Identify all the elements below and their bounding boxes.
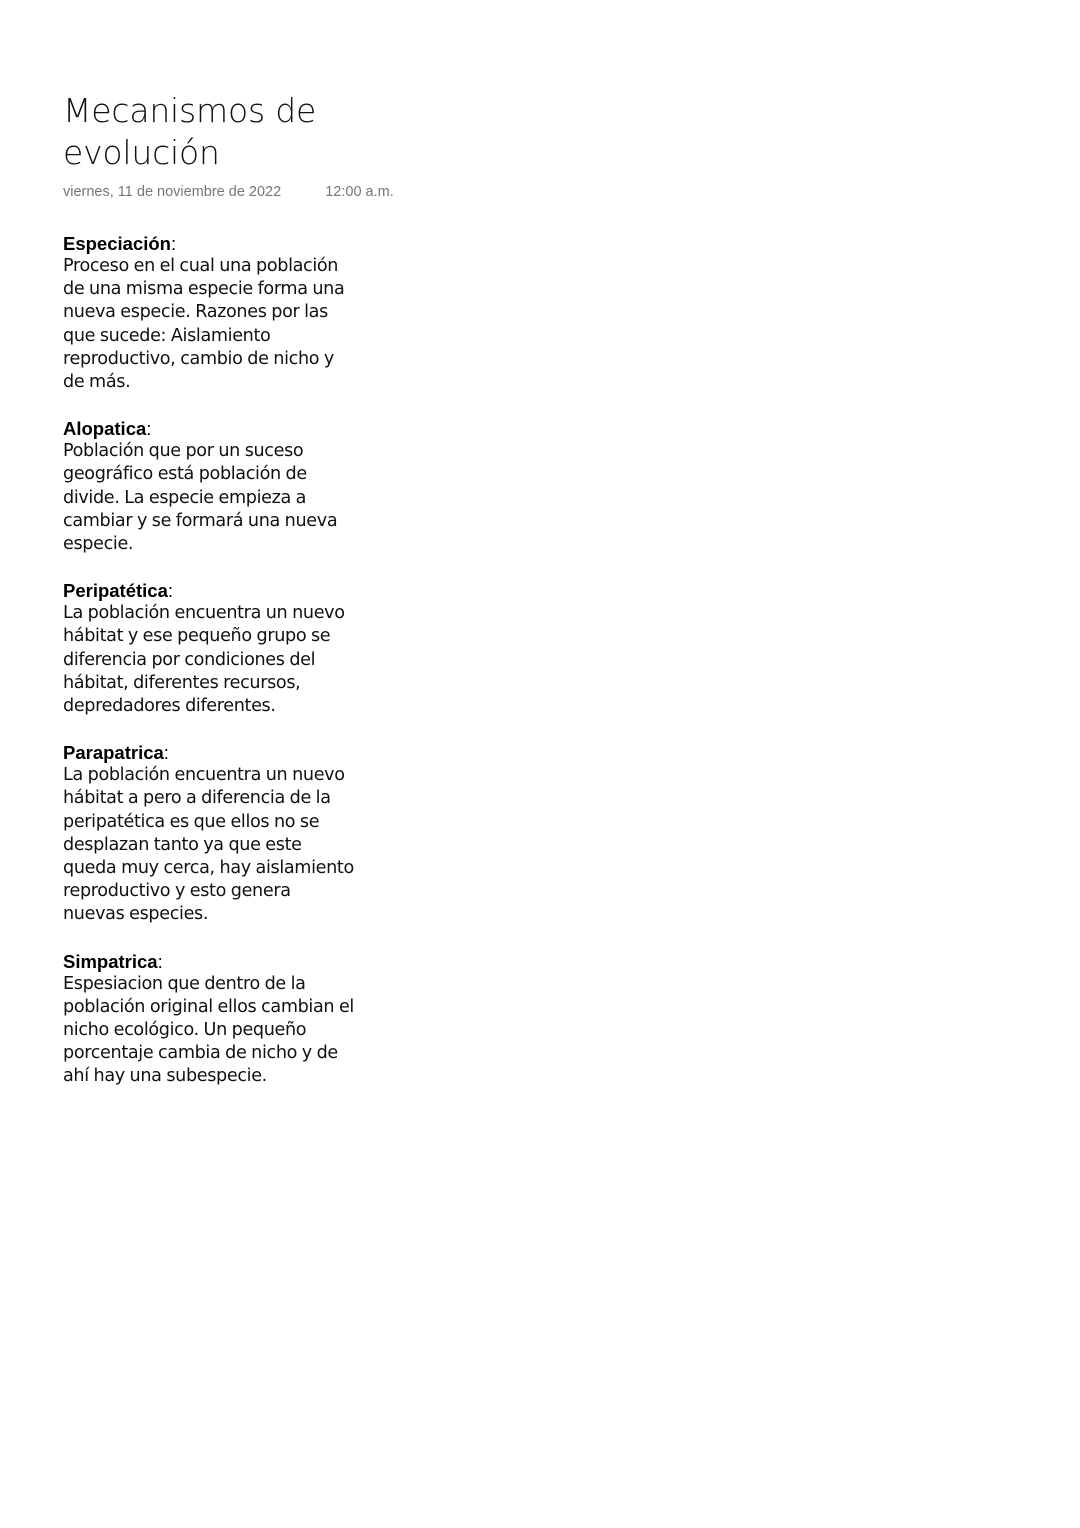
section-heading: [63, 579, 355, 602]
page-time: 12:00 a.m.: [325, 184, 394, 200]
note-section-parapatrica: [63, 741, 355, 926]
section-heading: [63, 232, 355, 255]
page-title: Mecanismos de evolución: [63, 91, 317, 172]
note-body: [63, 232, 355, 1112]
section-text: La población encuentra un nuevo hábitat a pero a diferencia de la peripatética es que ellos no se desplazan tanto ya que este queda muy cerca, hay aislamiento reproductivo y esto genera nuevas especies.: [63, 765, 354, 925]
section-term: Especiación: [63, 233, 171, 254]
section-colon: :: [167, 580, 174, 602]
section-colon: :: [146, 418, 152, 440]
section-heading: [63, 950, 355, 973]
note-section-especiacion: [63, 232, 355, 394]
section-term: Simpatrica: [63, 950, 158, 972]
note-section-simpatrica: [63, 950, 355, 1089]
section-term: Peripatética: [63, 580, 168, 602]
section-term: Alopatica: [63, 418, 147, 440]
section-text: Población que por un suceso geográfico está población de divide. La especie empieza a cambiar y se formará una nueva especie.: [63, 441, 338, 555]
note-section-peripatetica: [63, 579, 355, 718]
page-meta: [63, 182, 394, 202]
section-text: Proceso en el cual una población de una misma especie forma una nueva especie. Razones por las que sucede: Aislamiento reproductivo, cambio de nicho y de más.: [63, 256, 345, 393]
section-colon: :: [163, 742, 169, 764]
section-heading: [63, 417, 355, 440]
note-section-alopatica: [63, 417, 355, 556]
section-term: Parapatrica: [63, 742, 164, 764]
section-heading: [63, 741, 355, 764]
section-colon: :: [170, 233, 177, 254]
section-text: La población encuentra un nuevo hábitat y ese pequeño grupo se diferencia por condiciones del hábitat, diferentes recursos, depredadores diferentes.: [63, 603, 345, 717]
section-colon: :: [157, 950, 163, 972]
section-text: Espesiacion que dentro de la población original ellos cambian el nicho ecológico. Un pequeño porcentaje cambia de nicho y de ahí hay una subespecie.: [63, 973, 354, 1087]
page-date: viernes, 11 de noviembre de 2022: [63, 184, 282, 200]
